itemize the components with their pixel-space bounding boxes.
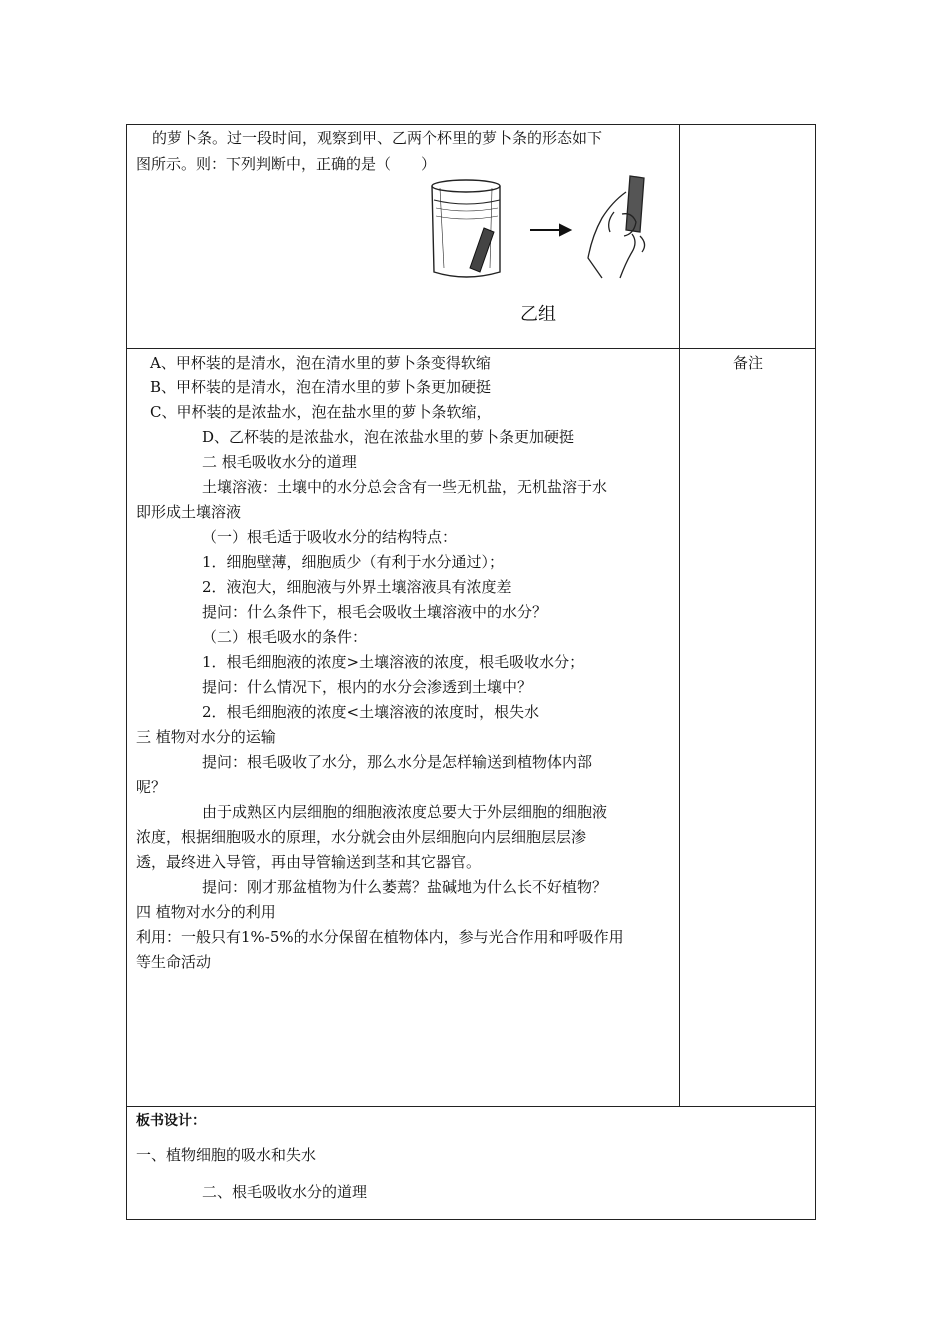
beaker-icon	[432, 180, 500, 277]
radish-experiment-figure	[426, 172, 666, 284]
lesson-table	[126, 124, 816, 1220]
question-text-line-2: 图所示。则：下列判断中，正确的是（ ）	[136, 155, 437, 173]
question-water-loss: 提问：什么情况下，根内的水分会渗透到土壤中？	[202, 678, 533, 696]
wilting-question: 提问：刚才那盆植物为什么萎蔫？盐碱地为什么长不好植物？	[202, 878, 608, 896]
row-divider-2	[126, 1106, 816, 1107]
utilization-line-2: 等生命活动	[136, 953, 212, 971]
option-d: D、乙杯装的是浓盐水，泡在浓盐水里的萝卜条更加硬挺	[202, 428, 575, 446]
condition-1: 1．根毛细胞液的浓度>土壤溶液的浓度，根毛吸收水分；	[202, 653, 585, 671]
arrow-right-icon	[530, 225, 570, 235]
transport-explanation-line-3: 透，最终进入导管，再由导管输送到茎和其它器官。	[136, 853, 482, 871]
utilization-line-1: 利用：一般只有1%-5%的水分保留在植物体内，参与光合作用和呼吸作用	[136, 928, 624, 946]
feature-1: 1．细胞壁薄，细胞质少（有利于水分通过）；	[202, 553, 505, 571]
section-four-heading: 四 植物对水分的利用	[136, 903, 276, 921]
feature-2: 2．液泡大，细胞液与外界土壤溶液具有浓度差	[202, 578, 512, 596]
condition-2: 2．根毛细胞液的浓度<土壤溶液的浓度时，根失水	[202, 703, 540, 721]
transport-question-line-2: 呢？	[136, 778, 167, 796]
question-condition: 提问：什么条件下，根毛会吸收土壤溶液中的水分？	[202, 603, 548, 621]
transport-explanation-line-2: 浓度，根据细胞吸水的原理，水分就会由外层细胞向内层细胞层层渗	[136, 828, 587, 846]
figure-caption: 乙组	[520, 304, 556, 325]
column-divider	[679, 124, 680, 1106]
section-three-heading: 三 植物对水分的运输	[136, 728, 276, 746]
option-a: A、甲杯装的是清水，泡在清水里的萝卜条变得软缩	[150, 354, 491, 372]
board-item-1: 一、植物细胞的吸水和失水	[136, 1146, 317, 1164]
option-b: B、甲杯装的是清水，泡在清水里的萝卜条更加硬挺	[150, 378, 492, 396]
soil-solution-line-2: 即形成土壤溶液	[136, 503, 242, 521]
subsection-one-heading: （一）根毛适于吸收水分的结构特点：	[202, 528, 458, 546]
transport-question-line-1: 提问：根毛吸收了水分，那么水分是怎样输送到植物体内部	[202, 753, 593, 771]
hand-holding-radish-icon	[588, 176, 645, 278]
subsection-two-heading: （二）根毛吸水的条件：	[202, 628, 368, 646]
note-header: 备注	[733, 354, 764, 372]
board-design-heading: 板书设计：	[136, 1113, 206, 1129]
section-two-heading: 二 根毛吸收水分的道理	[202, 453, 357, 471]
question-text-line-1: 的萝卜条。过一段时间，观察到甲、乙两个杯里的萝卜条的形态如下	[152, 129, 603, 147]
transport-explanation-line-1: 由于成熟区内层细胞的细胞液浓度总要大于外层细胞的细胞液	[202, 803, 608, 821]
option-c: C、甲杯装的是浓盐水，泡在盐水里的萝卜条软缩，	[150, 403, 492, 421]
row-divider-1	[126, 348, 816, 349]
board-item-2: 二、根毛吸收水分的道理	[202, 1183, 368, 1201]
soil-solution-line-1: 土壤溶液：土壤中的水分总会含有一些无机盐，无机盐溶于水	[202, 478, 608, 496]
